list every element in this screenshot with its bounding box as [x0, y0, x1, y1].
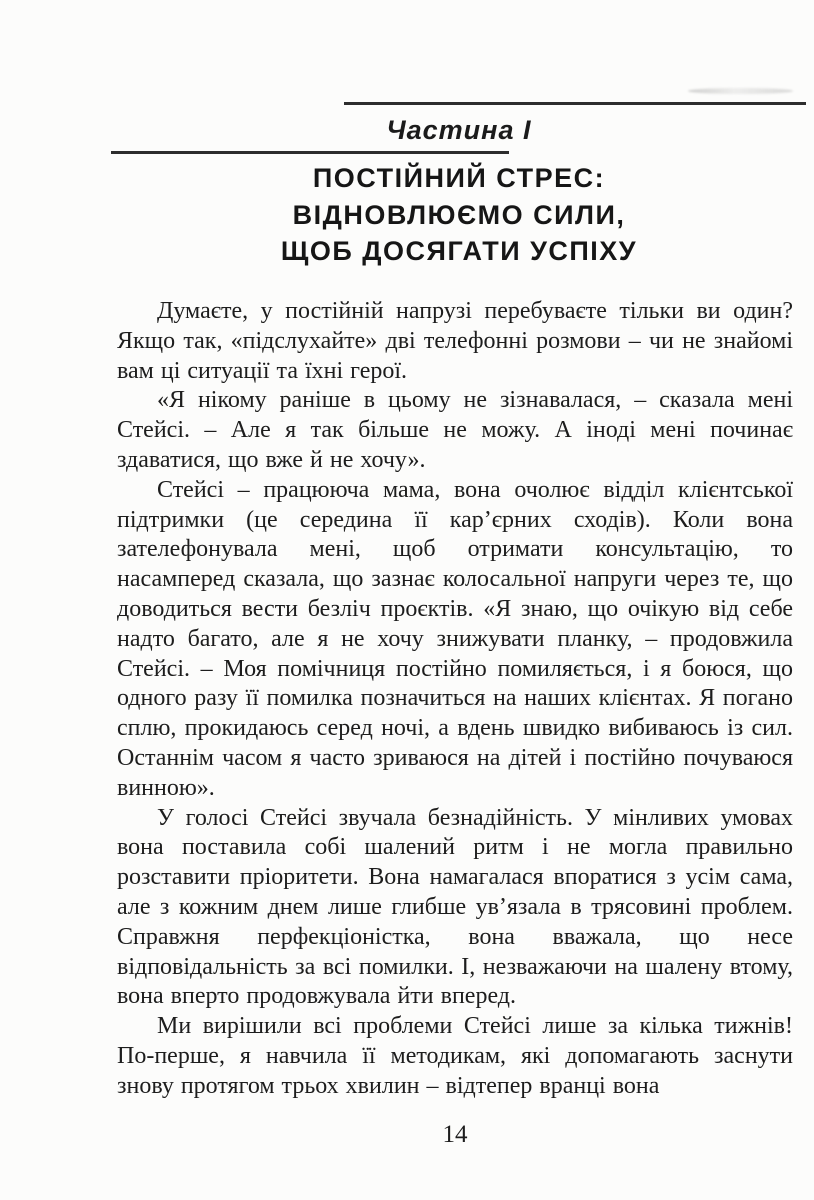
page-number: 14 — [442, 1121, 468, 1148]
chapter-title-line-2: ВІДНОВЛЮЄМО СИЛИ, — [292, 199, 626, 230]
part-heading: Частина I — [386, 115, 532, 145]
header-rule-bottom — [111, 151, 509, 154]
chapter-title-line-1: ПОСТІЙНИЙ СТРЕС: — [312, 163, 606, 193]
body-paragraph: Думаєте, у постійній напрузі перебуваєте тільки ви один? Якщо так, «підслухайте» дві телефонні розмови – чи не знайомі вам ці ситуації та їхні герої. — [117, 298, 793, 384]
body-text — [117, 297, 793, 1102]
scan-artifact — [688, 88, 793, 94]
header-rule-top — [344, 102, 806, 105]
body-paragraph: У голосі Стейсі звучала безнадійність. У мінливих умовах вона поставила собі шалений ритм і не могла правильно розставити пріоритети. Вона намагалася впоратися з усім сама, але з кожним днем лише глибше ув’язала в трясовині проблем. Справжня перфекціоністка, вона вважала, що несе відповідальність за всі помилки. І, незважаючи на шалену втому, вона вперто продовжувала йти вперед. — [117, 804, 793, 1010]
chapter-title-line-3: ЩОБ ДОСЯГАТИ УСПІХУ — [280, 236, 638, 266]
chapter-title — [117, 160, 801, 270]
body-paragraph: Ми вирішили всі проблеми Стейсі лише за кілька тижнів! По-перше, я навчила її методикам, які допомагають заснути знову протягом трьох хвилин – відтепер вранці вона — [117, 1013, 793, 1099]
body-paragraph: «Я нікому раніше в цьому не зізнавалася, – сказала мені Стейсі. – Але я так більше не можу. А іноді мені починає здаватися, що вже й не хочу». — [117, 387, 793, 473]
body-paragraph: Стейсі – працююча мама, вона очолює відділ клієнтської підтримки (це середина її кар’єрних сходів). Коли вона зателефонувала мені, щоб отримати консультацію, то насамперед сказала, що зазнає колосальної напруги через те, що доводиться вести безліч проєктів. «Я знаю, що очікую від себе надто багато, але я не хочу знижувати планку, – продовжила Стейсі. – Моя помічниця постійно помиляється, і я боюся, що одного разу її помилка позначиться на наших клієнтах. Я погано сплю, прокидаюсь серед ночі, а вдень швидко вибиваюсь із сил. Останнім часом я часто зриваюся на дітей і постійно почуваюся винною». — [117, 476, 793, 801]
